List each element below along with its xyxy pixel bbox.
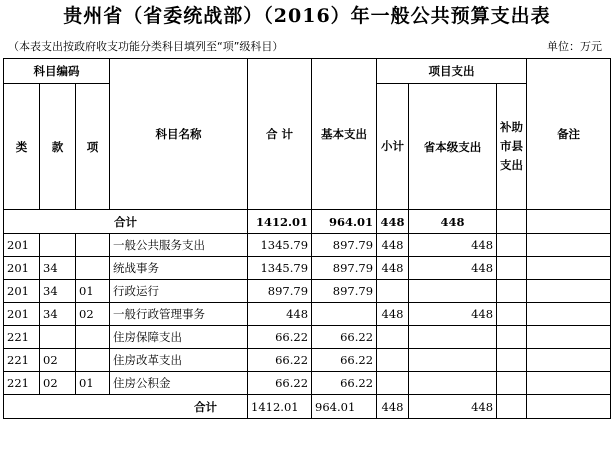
top-total-label: 合计	[4, 210, 248, 234]
table-note: （本表支出按政府收支功能分类科目填列至“项”级科目）	[8, 40, 284, 53]
row-basic: 66.22	[312, 326, 377, 349]
row-lei: 201	[4, 280, 40, 303]
row-lei: 221	[4, 349, 40, 372]
remark-header: 备注	[527, 59, 611, 210]
row-province	[409, 280, 497, 303]
table-row	[4, 326, 611, 349]
row-province: 448	[409, 234, 497, 257]
row-remark	[527, 349, 611, 372]
row-kuan	[40, 326, 76, 349]
row-total: 66.22	[248, 372, 312, 395]
table-row	[4, 257, 611, 280]
row-subject-name: 住房保障支出	[110, 326, 248, 349]
row-subsidy	[497, 349, 527, 372]
row-xiang: 02	[76, 303, 110, 326]
table-row	[4, 234, 611, 257]
project-expense-header: 项目支出	[377, 59, 527, 84]
row-subject-name: 一般公共服务支出	[110, 234, 248, 257]
unit-label: 单位：万元	[547, 40, 602, 53]
bottom-total-amount: 1412.01	[248, 395, 312, 419]
row-kuan: 02	[40, 372, 76, 395]
bottom-total-remark	[527, 395, 611, 419]
page-title: 贵州省（省委统战部）（2016）年一般公共预算支出表	[63, 5, 551, 27]
top-total-basic: 964.01	[312, 210, 377, 234]
row-kuan: 34	[40, 280, 76, 303]
row-subtotal	[377, 349, 409, 372]
row-subtotal: 448	[377, 234, 409, 257]
row-total: 1345.79	[248, 257, 312, 280]
table-row	[4, 280, 611, 303]
subject-code-header: 科目编码	[4, 59, 110, 84]
basic-expense-header: 基本支出	[312, 59, 377, 210]
row-kuan: 34	[40, 257, 76, 280]
row-province: 448	[409, 303, 497, 326]
row-xiang	[76, 326, 110, 349]
row-subtotal	[377, 372, 409, 395]
row-basic: 897.79	[312, 257, 377, 280]
bottom-total-subtotal: 448	[377, 395, 409, 419]
subject-name-header: 科目名称	[110, 59, 248, 210]
row-subject-name: 住房改革支出	[110, 349, 248, 372]
row-remark	[527, 372, 611, 395]
row-total: 448	[248, 303, 312, 326]
row-total: 66.22	[248, 326, 312, 349]
row-subsidy	[497, 280, 527, 303]
row-basic: 897.79	[312, 280, 377, 303]
bottom-total-basic: 964.01	[312, 395, 377, 419]
header-row-1	[4, 59, 611, 84]
top-total-amount: 1412.01	[248, 210, 312, 234]
budget-table	[3, 58, 611, 419]
row-remark	[527, 280, 611, 303]
row-lei: 221	[4, 326, 40, 349]
row-subtotal	[377, 280, 409, 303]
top-total-remark	[527, 210, 611, 234]
bottom-total-province: 448	[409, 395, 497, 419]
row-total: 1345.79	[248, 234, 312, 257]
row-kuan: 34	[40, 303, 76, 326]
row-total: 897.79	[248, 280, 312, 303]
row-subject-name: 住房公积金	[110, 372, 248, 395]
row-lei: 221	[4, 372, 40, 395]
row-xiang	[76, 234, 110, 257]
subtotal-header: 小计	[377, 84, 409, 210]
row-basic: 66.22	[312, 372, 377, 395]
row-subsidy	[497, 257, 527, 280]
kuan-header: 款	[40, 84, 76, 210]
row-remark	[527, 234, 611, 257]
row-remark	[527, 326, 611, 349]
row-province: 448	[409, 257, 497, 280]
total-header: 合 计	[248, 59, 312, 210]
row-subsidy	[497, 303, 527, 326]
row-lei: 201	[4, 303, 40, 326]
row-basic: 66.22	[312, 349, 377, 372]
table-row	[4, 349, 611, 372]
row-lei: 201	[4, 257, 40, 280]
row-xiang: 01	[76, 280, 110, 303]
top-total-province: 448	[409, 210, 497, 234]
table-row	[4, 303, 611, 326]
bottom-total-label: 合计	[4, 395, 248, 419]
row-remark	[527, 303, 611, 326]
row-province	[409, 326, 497, 349]
row-subject-name: 一般行政管理事务	[110, 303, 248, 326]
top-total-subtotal: 448	[377, 210, 409, 234]
row-subject-name: 行政运行	[110, 280, 248, 303]
row-kuan: 02	[40, 349, 76, 372]
row-xiang	[76, 257, 110, 280]
row-total: 66.22	[248, 349, 312, 372]
province-level-header: 省本级支出	[409, 84, 497, 210]
row-province	[409, 349, 497, 372]
row-remark	[527, 257, 611, 280]
lei-header: 类	[4, 84, 40, 210]
row-subsidy	[497, 372, 527, 395]
row-xiang	[76, 349, 110, 372]
row-basic	[312, 303, 377, 326]
xiang-header: 项	[76, 84, 110, 210]
top-total-row	[4, 210, 611, 234]
row-kuan	[40, 234, 76, 257]
row-subtotal: 448	[377, 303, 409, 326]
row-subsidy	[497, 326, 527, 349]
bottom-total-row	[4, 395, 611, 419]
subsidy-header: 补助市县支出	[497, 84, 527, 210]
row-province	[409, 372, 497, 395]
row-subsidy	[497, 234, 527, 257]
bottom-total-subsidy	[497, 395, 527, 419]
row-xiang: 01	[76, 372, 110, 395]
row-subtotal: 448	[377, 257, 409, 280]
top-total-subsidy	[497, 210, 527, 234]
row-subtotal	[377, 326, 409, 349]
row-basic: 897.79	[312, 234, 377, 257]
table-row	[4, 372, 611, 395]
row-lei: 201	[4, 234, 40, 257]
row-subject-name: 统战事务	[110, 257, 248, 280]
